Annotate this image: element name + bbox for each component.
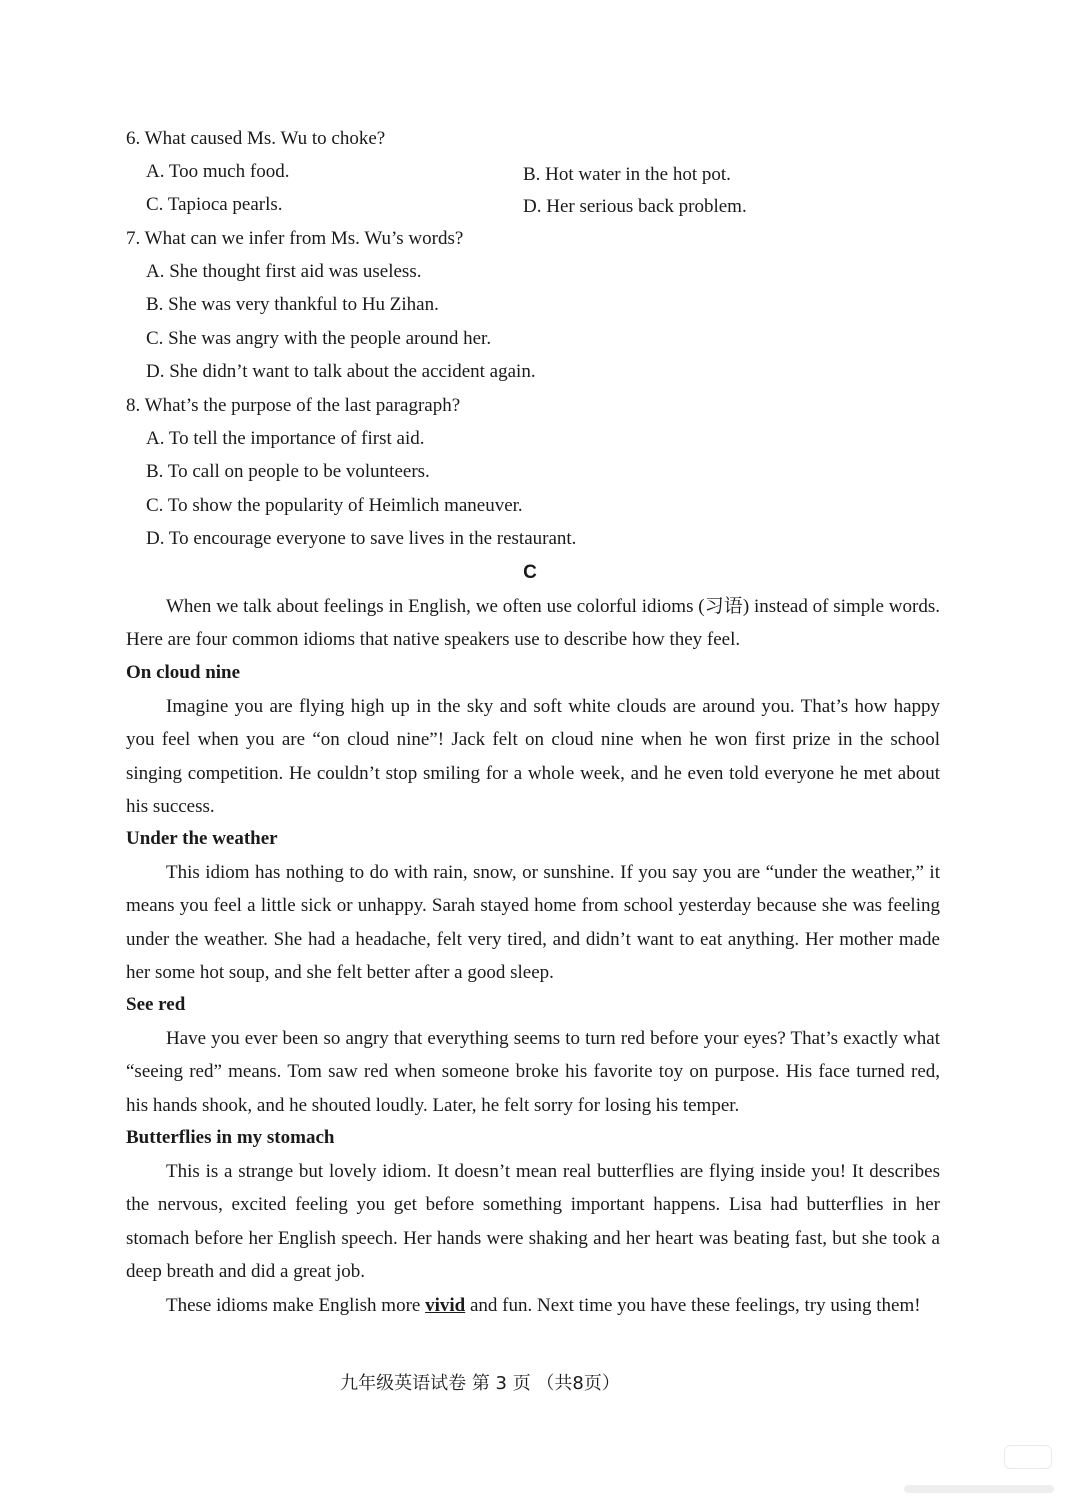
question-7-stem: 7. What can we infer from Ms. Wu’s words? [126, 228, 464, 249]
watermark-text [904, 1485, 1054, 1493]
idiom-paragraph-1: Imagine you are flying high up in the sky and soft white clouds are around you. That’s how happy you feel when you are “on cloud nine”! Jack felt on cloud nine when he won first prize in the school singing competition. He couldn’t stop smiling for a whole week, and he even told everyone he met about his success. [126, 696, 940, 817]
question-7-option-c: C. She was angry with the people around her. [146, 328, 492, 349]
question-7-option-b: B. She was very thankful to Hu Zihan. [146, 294, 439, 315]
question-6-option-a: A. Too much food. [146, 161, 290, 182]
idiom-heading-2: Under the weather [126, 828, 278, 849]
vivid-word: vivid [425, 1295, 466, 1316]
idiom-heading-4: Butterflies in my stomach [126, 1127, 335, 1148]
question-7-option-d: D. She didn’t want to talk about the accident again. [146, 361, 536, 382]
idiom-paragraph-2: This idiom has nothing to do with rain, snow, or sunshine. If you say you are “under the weather,” it means you feel a little sick or unhappy. Sarah stayed home from school yesterday because she was feeling under the weather. She had a headache, felt very tired, and didn’t want to eat anything. Her mother made her some hot soup, and she felt better after a good sleep. [126, 862, 940, 983]
question-8-option-c: C. To show the popularity of Heimlich maneuver. [146, 495, 523, 516]
intro-paragraph: When we talk about feelings in English, we often use colorful idioms (习语) instead of simple words. Here are four common idioms that native speakers use to describe how they feel. [126, 596, 940, 651]
question-8-option-d: D. To encourage everyone to save lives in the restaurant. [146, 528, 577, 549]
question-8-option-b: B. To call on people to be volunteers. [146, 461, 430, 482]
question-7-option-a: A. She thought first aid was useless. [146, 261, 422, 282]
watermark-logo [1004, 1445, 1052, 1469]
closing-text-after: and fun. Next time you have these feelings, try using them! [465, 1295, 921, 1316]
question-6-option-b: B. Hot water in the hot pot. [523, 164, 731, 185]
question-6-stem: 6. What caused Ms. Wu to choke? [126, 128, 386, 149]
question-6-option-d: D. Her serious back problem. [523, 196, 747, 217]
section-letter: C [523, 562, 537, 583]
idiom-paragraph-3: Have you ever been so angry that everything seems to turn red before your eyes? That’s exactly what “seeing red” means. Tom saw red when someone broke his favorite toy on purpose. His face turned red, his hands shook, and he shouted loudly. Later, he felt sorry for losing his temper. [126, 1028, 940, 1116]
closing-paragraph [126, 1289, 940, 1322]
idiom-paragraph-4: This is a strange but lovely idiom. It doesn’t mean real butterflies are flying inside you! It describes the nervous, excited feeling you get before something important happens. Lisa had butterflies in her stomach before her English speech. Her hands were shaking and her heart was beating fast, but she took a deep breath and did a great job. [126, 1161, 940, 1282]
page-footer: 九年级英语试卷 第 3 页 （共8页） [340, 1373, 620, 1394]
closing-text-before: These idioms make English more [166, 1295, 426, 1316]
idiom-heading-3: See red [126, 994, 186, 1015]
question-6-option-c: C. Tapioca pearls. [146, 194, 283, 215]
question-8-stem: 8. What’s the purpose of the last paragraph? [126, 395, 461, 416]
question-8-option-a: A. To tell the importance of first aid. [146, 428, 425, 449]
idiom-heading-1: On cloud nine [126, 662, 241, 683]
